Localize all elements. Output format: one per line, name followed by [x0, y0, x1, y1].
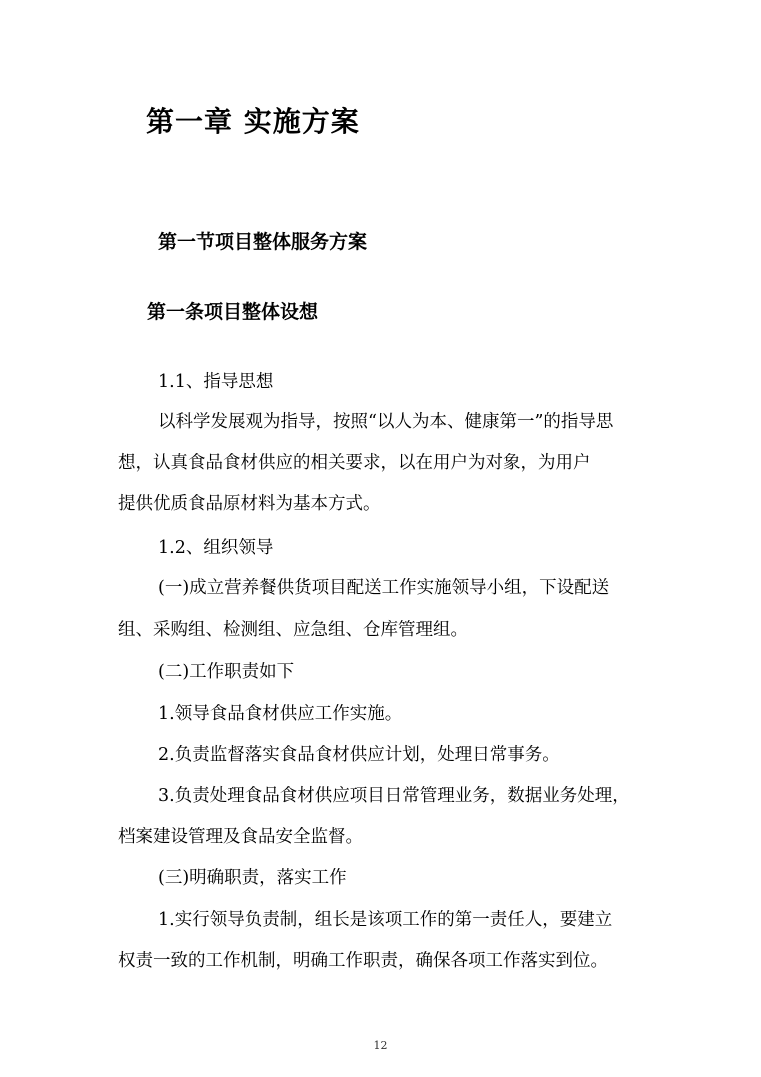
section-title: 第一节项目整体服务方案 — [158, 231, 368, 253]
list-item: 2.负责监督落实食品食材供应计划，处理日常事务。 — [158, 745, 560, 765]
list-heading: (三)明确职责，落实工作 — [158, 868, 347, 888]
chapter-title: 第一章 实施方案 — [146, 105, 360, 138]
paragraph-line: (一)成立营养餐供货项目配送工作实施领导小组，下设配送 — [158, 578, 610, 598]
paragraph-line: 权责一致的工作机制，明确工作职责，确保各项工作落实到位。 — [118, 951, 608, 971]
paragraph-line: 组、采购组、检测组、应急组、仓库管理组。 — [118, 620, 468, 640]
list-item: 3.负责处理食品食材供应项目日常管理业务，数据业务处理， — [158, 786, 630, 806]
paragraph-line: 提供优质食品原材料为基本方式。 — [118, 494, 381, 514]
subheading-organization-leadership: 1.2、组织领导 — [158, 538, 274, 558]
list-item: 1.领导食品食材供应工作实施。 — [158, 704, 403, 724]
paragraph-line: 想，认真食品食材供应的相关要求，以在用户为对象，为用户 — [118, 453, 591, 473]
article-title: 第一条项目整体设想 — [147, 301, 319, 323]
subheading-guiding-ideology: 1.1、指导思想 — [158, 372, 274, 392]
list-heading: (二)工作职责如下 — [158, 662, 295, 682]
list-item: 1.实行领导负责制，组长是该项工作的第一责任人，要建立 — [158, 910, 613, 930]
page-number: 12 — [373, 1039, 388, 1052]
paragraph-line: 以科学发展观为指导，按照“以人为本、健康第一”的指导思 — [158, 412, 614, 432]
paragraph-line: 档案建设管理及食品安全监督。 — [118, 827, 363, 847]
